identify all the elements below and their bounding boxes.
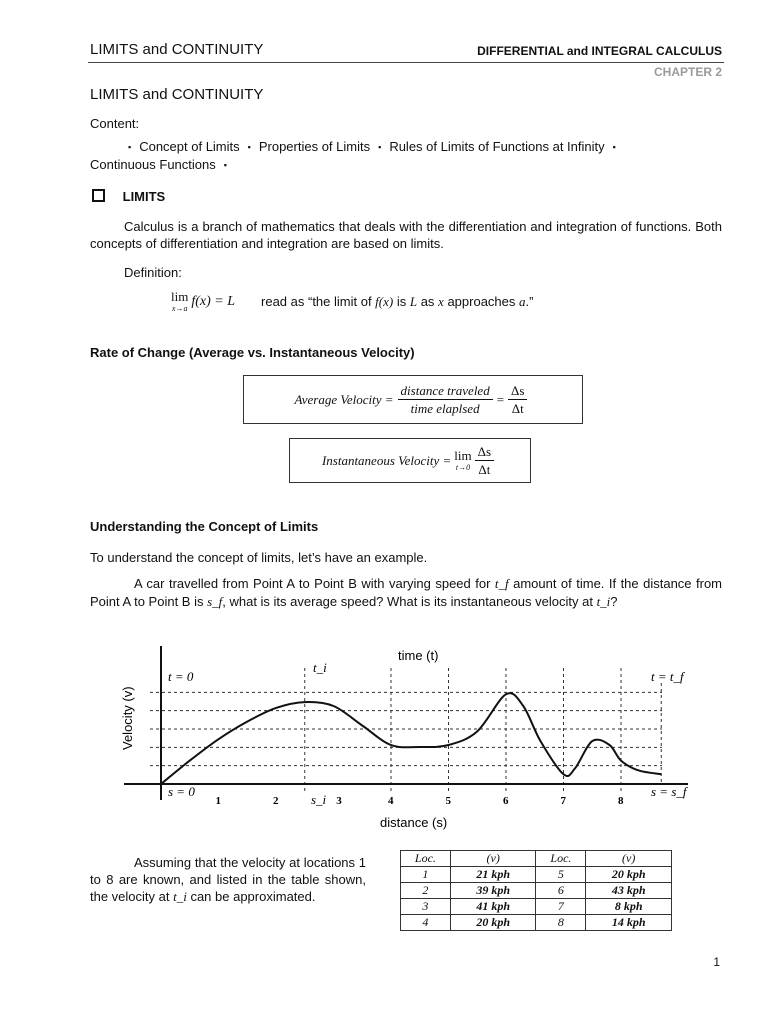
instantaneous-velocity-formula: Instantaneous Velocity = lim t→0 $\frac{\Delta s}{\Delta t}$ (289, 438, 531, 483)
content-label: Content: (90, 116, 140, 131)
table-header: (v) (586, 851, 672, 867)
y-axis-label: Velocity (v) (120, 686, 135, 750)
table-cell: 14 kph (586, 915, 672, 931)
x-tick-label: 2 (273, 795, 279, 807)
velocity-curve (161, 693, 661, 784)
table-cell: 2 (401, 883, 451, 899)
tf-annotation: t = t_f (651, 669, 684, 684)
velocity-table (400, 850, 672, 931)
limits-paragraph: Calculus is a branch of mathematics that deals with the differentiation and integration of functions. Both concepts of differentiation and integration are based on limits. (90, 219, 722, 251)
table-cell: 43 kph (586, 883, 672, 899)
rate-of-change-heading: Rate of Change (Average vs. Instantaneous Velocity) (90, 345, 415, 360)
s0-annotation: s = 0 (168, 784, 195, 799)
table-cell: 3 (401, 899, 451, 915)
x-tick-label: 8 (618, 795, 624, 807)
content-item: Concept of Limits (139, 139, 240, 154)
t0-annotation: t = 0 (168, 669, 194, 684)
velocity-distance-chart (110, 638, 700, 838)
understanding-intro: To understand the concept of limits, let’s have an example. (90, 550, 428, 565)
checkbox-icon (92, 189, 105, 202)
table-cell: 20 kph (586, 867, 672, 883)
x-tick-label: 5 (445, 795, 451, 807)
header-right-title: DIFFERENTIAL and INTEGRAL CALCULUS (477, 44, 722, 58)
table-cell: 8 kph (586, 899, 672, 915)
table-cell: 8 (536, 915, 586, 931)
lim-operator: lim x→a (171, 289, 189, 313)
content-items: ▪ Concept of Limits ▪ Properties of Limits ▪ Rules of Limits of Functions at Infinity ▪ Continuous Functions ▪ (90, 139, 616, 172)
definition-text: read as “the limit of f(x) is L as x approaches a.” (261, 294, 534, 309)
sf-annotation: s = s_f (651, 784, 687, 799)
x-tick-label: 1 (215, 795, 221, 807)
table-row (401, 899, 672, 915)
table-cell: 39 kph (450, 883, 536, 899)
ti-annotation: t_i (313, 660, 327, 675)
x-axis-label: distance (s) (380, 815, 448, 830)
assumption-paragraph: Assuming that the velocity at locations 1 to 8 are known, and listed in the table shown, the velocity at t_i can be approximated. (90, 855, 366, 904)
table-cell: 7 (536, 899, 586, 915)
si-annotation: s_i (311, 792, 327, 807)
x-tick-label: 3 (336, 795, 342, 807)
page-number: 1 (713, 955, 720, 969)
chart-grid (150, 668, 662, 794)
table-row (401, 867, 672, 883)
table-header-row (401, 851, 672, 867)
table-cell: 1 (401, 867, 451, 883)
content-item: Rules of Limits of Functions at Infinity (389, 139, 605, 154)
understanding-heading: Understanding the Concept of Limits (90, 519, 319, 534)
definition-label: Definition: (124, 265, 182, 280)
header-left-title: LIMITS and CONTINUITY (90, 41, 264, 58)
table-cell: 20 kph (450, 915, 536, 931)
x-tick-label: 7 (560, 795, 566, 807)
understanding-paragraph: A car travelled from Point A to Point B with varying speed for t_f amount of time. If the distance from Point A to Point B is s_f, what is its average speed? What is its instantaneous velocity at t_i? (90, 576, 723, 609)
table-cell: 5 (536, 867, 586, 883)
content-item: Properties of Limits (258, 139, 371, 154)
table-header: Loc. (401, 851, 451, 867)
table-header: (v) (450, 851, 536, 867)
table-row (401, 883, 672, 899)
chart-title: time (t) (398, 648, 439, 663)
content-item: Continuous Functions (90, 157, 216, 172)
x-tick-label: 4 (388, 795, 394, 807)
table-cell: 41 kph (450, 899, 536, 915)
table-cell: 21 kph (450, 867, 536, 883)
page-title: LIMITS and CONTINUITY (90, 86, 264, 103)
chapter-label: CHAPTER 2 (653, 65, 722, 79)
x-tick-label: 6 (503, 795, 509, 807)
table-row (401, 915, 672, 931)
table-header: Loc. (536, 851, 586, 867)
table-cell: 4 (401, 915, 451, 931)
header-rule (88, 62, 724, 63)
table-cell: 6 (536, 883, 586, 899)
definition-formula: lim x→a f(x) = L read as “the limit of f(x) is L as x approaches a.” (171, 289, 534, 313)
limits-heading: LIMITS (92, 188, 165, 205)
average-velocity-formula: Average Velocity = $\frac{\text{distance traveled}}{\text{time elaplsed}}$ = $\frac{\Delta s}{\Delta t}$ (243, 375, 583, 424)
